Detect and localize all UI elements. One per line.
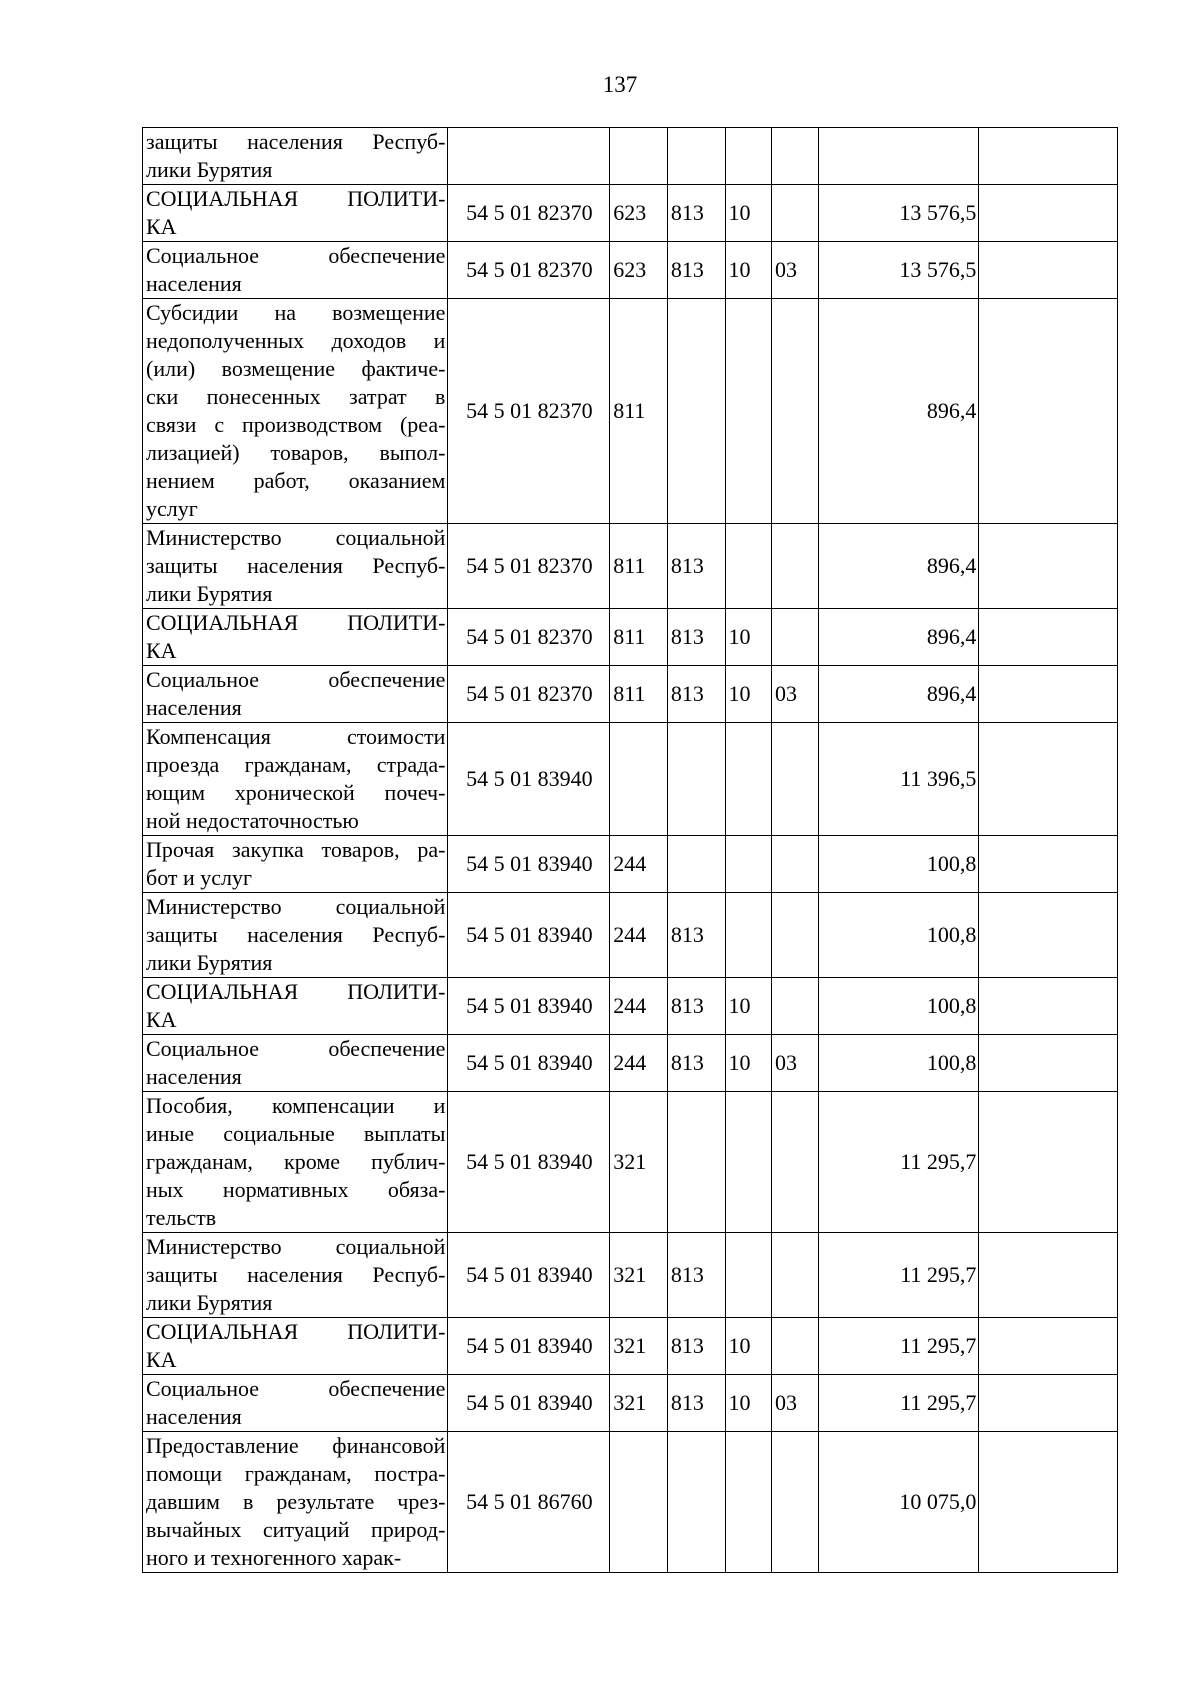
row-name-line: населения: [146, 695, 242, 720]
row-name-cell: [143, 1233, 448, 1318]
section-cell: 10: [725, 1318, 772, 1375]
amount-cell: 100,8: [818, 893, 979, 978]
table-row: [143, 893, 1118, 978]
admin-code-cell: 813: [667, 893, 725, 978]
admin-code-cell: 813: [667, 978, 725, 1035]
admin-code-cell: 813: [667, 1233, 725, 1318]
expense-type-cell: [610, 128, 668, 185]
target-code-cell: 54 5 01 83940: [448, 836, 610, 893]
section-cell: [725, 128, 772, 185]
subsection-cell: 03: [772, 666, 819, 723]
row-name-line: Субсидии на возмещение: [146, 300, 446, 325]
expense-type-cell: 811: [610, 609, 668, 666]
amount-cell: 100,8: [818, 836, 979, 893]
section-cell: [725, 1432, 772, 1573]
row-name-line: Социальное обеспечение: [146, 667, 446, 692]
target-code-cell: 54 5 01 82370: [448, 299, 610, 524]
row-name-cell: [143, 1035, 448, 1092]
table-row: [143, 1092, 1118, 1233]
section-cell: [725, 524, 772, 609]
extra-cell: [979, 299, 1118, 524]
extra-cell: [979, 1375, 1118, 1432]
table-row: [143, 1233, 1118, 1318]
row-name-line: СОЦИАЛЬНАЯ ПОЛИТИ-: [146, 1319, 446, 1344]
table-row: [143, 723, 1118, 836]
admin-code-cell: 813: [667, 1375, 725, 1432]
target-code-cell: 54 5 01 83940: [448, 978, 610, 1035]
table-row: [143, 242, 1118, 299]
expense-type-cell: 321: [610, 1233, 668, 1318]
row-name-cell: [143, 1432, 448, 1573]
section-cell: 10: [725, 666, 772, 723]
expense-type-cell: [610, 1432, 668, 1573]
extra-cell: [979, 723, 1118, 836]
row-name-line: населения: [146, 271, 242, 296]
row-name-cell: [143, 836, 448, 893]
row-name-line: ски понесенных затрат в: [146, 384, 446, 409]
section-cell: [725, 299, 772, 524]
row-name-line: Предоставление финансовой: [146, 1433, 446, 1458]
extra-cell: [979, 666, 1118, 723]
row-name-line: населения: [146, 1064, 242, 1089]
amount-cell: [818, 128, 979, 185]
expense-type-cell: 321: [610, 1375, 668, 1432]
admin-code-cell: 813: [667, 666, 725, 723]
extra-cell: [979, 1035, 1118, 1092]
row-name-line: КА: [146, 1007, 177, 1032]
expense-type-cell: 244: [610, 1035, 668, 1092]
budget-table: [142, 127, 1118, 1573]
amount-cell: 11 295,7: [818, 1233, 979, 1318]
row-name-cell: [143, 185, 448, 242]
extra-cell: [979, 978, 1118, 1035]
amount-cell: 100,8: [818, 1035, 979, 1092]
expense-type-cell: 623: [610, 185, 668, 242]
extra-cell: [979, 128, 1118, 185]
subsection-cell: [772, 1233, 819, 1318]
admin-code-cell: 813: [667, 609, 725, 666]
row-name-line: иные социальные выплаты: [146, 1121, 446, 1146]
row-name-line: защиты населения Респуб-: [146, 129, 446, 154]
extra-cell: [979, 836, 1118, 893]
row-name-line: Пособия, компенсации и: [146, 1093, 446, 1118]
target-code-cell: 54 5 01 83940: [448, 893, 610, 978]
target-code-cell: 54 5 01 82370: [448, 185, 610, 242]
extra-cell: [979, 1092, 1118, 1233]
target-code-cell: 54 5 01 82370: [448, 666, 610, 723]
row-name-cell: [143, 723, 448, 836]
admin-code-cell: [667, 128, 725, 185]
row-name-line: защиты населения Респуб-: [146, 922, 446, 947]
target-code-cell: 54 5 01 83940: [448, 1318, 610, 1375]
admin-code-cell: [667, 723, 725, 836]
expense-type-cell: 623: [610, 242, 668, 299]
row-name-cell: [143, 299, 448, 524]
row-name-cell: [143, 1318, 448, 1375]
table-row: [143, 609, 1118, 666]
subsection-cell: [772, 128, 819, 185]
expense-type-cell: [610, 723, 668, 836]
target-code-cell: 54 5 01 82370: [448, 242, 610, 299]
section-cell: 10: [725, 978, 772, 1035]
row-name-line: бот и услуг: [146, 865, 253, 890]
table-row: [143, 524, 1118, 609]
section-cell: [725, 893, 772, 978]
table-row: [143, 1318, 1118, 1375]
table-body: [143, 128, 1118, 1573]
row-name-cell: [143, 893, 448, 978]
row-name-line: (или) возмещение фактиче-: [146, 356, 446, 381]
row-name-line: Прочая закупка товаров, ра-: [146, 837, 446, 862]
row-name-line: давшим в результате чрез-: [146, 1489, 446, 1514]
section-cell: [725, 836, 772, 893]
expense-type-cell: 321: [610, 1318, 668, 1375]
extra-cell: [979, 609, 1118, 666]
row-name-line: услуг: [146, 496, 198, 521]
admin-code-cell: [667, 1092, 725, 1233]
target-code-cell: 54 5 01 83940: [448, 1092, 610, 1233]
table-row: [143, 1375, 1118, 1432]
table-row: [143, 666, 1118, 723]
subsection-cell: [772, 893, 819, 978]
target-code-cell: 54 5 01 82370: [448, 524, 610, 609]
expense-type-cell: 811: [610, 666, 668, 723]
row-name-line: населения: [146, 1404, 242, 1429]
row-name-line: лики Бурятия: [146, 581, 273, 606]
row-name-cell: [143, 609, 448, 666]
row-name-line: недополученных доходов и: [146, 328, 446, 353]
subsection-cell: [772, 1092, 819, 1233]
table-row: [143, 836, 1118, 893]
row-name-line: КА: [146, 214, 177, 239]
row-name-cell: [143, 1375, 448, 1432]
amount-cell: 13 576,5: [818, 185, 979, 242]
row-name-line: ных нормативных обяза-: [146, 1177, 446, 1202]
row-name-line: Министерство социальной: [146, 525, 446, 550]
row-name-line: гражданам, кроме публич-: [146, 1149, 446, 1174]
row-name-line: лики Бурятия: [146, 157, 273, 182]
extra-cell: [979, 893, 1118, 978]
section-cell: 10: [725, 1375, 772, 1432]
admin-code-cell: [667, 299, 725, 524]
row-name-line: связи с производством (реа-: [146, 412, 446, 437]
expense-type-cell: 244: [610, 836, 668, 893]
row-name-line: Компенсация стоимости: [146, 724, 446, 749]
subsection-cell: [772, 1318, 819, 1375]
row-name-line: Министерство социальной: [146, 894, 446, 919]
extra-cell: [979, 1318, 1118, 1375]
row-name-cell: [143, 524, 448, 609]
subsection-cell: [772, 1432, 819, 1573]
admin-code-cell: [667, 836, 725, 893]
extra-cell: [979, 185, 1118, 242]
subsection-cell: 03: [772, 242, 819, 299]
table-row: [143, 299, 1118, 524]
extra-cell: [979, 242, 1118, 299]
amount-cell: 11 295,7: [818, 1092, 979, 1233]
row-name-cell: [143, 128, 448, 185]
row-name-cell: [143, 1092, 448, 1233]
row-name-line: защиты населения Респуб-: [146, 553, 446, 578]
target-code-cell: 54 5 01 83940: [448, 1375, 610, 1432]
row-name-line: вычайных ситуаций природ-: [146, 1517, 446, 1542]
target-code-cell: 54 5 01 82370: [448, 609, 610, 666]
subsection-cell: [772, 609, 819, 666]
expense-type-cell: 811: [610, 524, 668, 609]
subsection-cell: [772, 723, 819, 836]
row-name-cell: [143, 666, 448, 723]
row-name-line: СОЦИАЛЬНАЯ ПОЛИТИ-: [146, 186, 446, 211]
row-name-line: лики Бурятия: [146, 950, 273, 975]
amount-cell: 11 295,7: [818, 1375, 979, 1432]
extra-cell: [979, 524, 1118, 609]
subsection-cell: 03: [772, 1035, 819, 1092]
admin-code-cell: [667, 1432, 725, 1573]
subsection-cell: [772, 185, 819, 242]
row-name-cell: [143, 242, 448, 299]
page-number: 137: [602, 72, 638, 97]
target-code-cell: 54 5 01 83940: [448, 723, 610, 836]
target-code-cell: 54 5 01 83940: [448, 1035, 610, 1092]
table-row: [143, 128, 1118, 185]
row-name-line: ного и техногенного харак-: [146, 1545, 402, 1570]
target-code-cell: 54 5 01 86760: [448, 1432, 610, 1573]
expense-type-cell: 811: [610, 299, 668, 524]
row-name-line: Социальное обеспечение: [146, 243, 446, 268]
subsection-cell: 03: [772, 1375, 819, 1432]
admin-code-cell: 813: [667, 185, 725, 242]
section-cell: 10: [725, 609, 772, 666]
admin-code-cell: 813: [667, 524, 725, 609]
row-name-line: Социальное обеспечение: [146, 1376, 446, 1401]
subsection-cell: [772, 524, 819, 609]
amount-cell: 11 396,5: [818, 723, 979, 836]
expense-type-cell: 244: [610, 978, 668, 1035]
target-code-cell: 54 5 01 83940: [448, 1233, 610, 1318]
table-row: [143, 978, 1118, 1035]
admin-code-cell: 813: [667, 1035, 725, 1092]
amount-cell: 100,8: [818, 978, 979, 1035]
table-row: [143, 1035, 1118, 1092]
admin-code-cell: 813: [667, 1318, 725, 1375]
table-row: [143, 185, 1118, 242]
row-name-line: лики Бурятия: [146, 1290, 273, 1315]
section-cell: [725, 1092, 772, 1233]
extra-cell: [979, 1432, 1118, 1573]
amount-cell: 896,4: [818, 524, 979, 609]
row-name-line: помощи гражданам, постра-: [146, 1461, 446, 1486]
section-cell: 10: [725, 1035, 772, 1092]
section-cell: [725, 1233, 772, 1318]
amount-cell: 11 295,7: [818, 1318, 979, 1375]
amount-cell: 10 075,0: [818, 1432, 979, 1573]
subsection-cell: [772, 978, 819, 1035]
row-name-line: ющим хронической почеч-: [146, 780, 446, 805]
amount-cell: 13 576,5: [818, 242, 979, 299]
row-name-line: Социальное обеспечение: [146, 1036, 446, 1061]
row-name-line: лизацией) товаров, выпол-: [146, 440, 446, 465]
target-code-cell: [448, 128, 610, 185]
admin-code-cell: 813: [667, 242, 725, 299]
row-name-line: проезда гражданам, страда-: [146, 752, 446, 777]
row-name-line: тельств: [146, 1205, 217, 1230]
amount-cell: 896,4: [818, 609, 979, 666]
table-row: [143, 1432, 1118, 1573]
section-cell: [725, 723, 772, 836]
amount-cell: 896,4: [818, 299, 979, 524]
section-cell: 10: [725, 185, 772, 242]
section-cell: 10: [725, 242, 772, 299]
row-name-line: КА: [146, 638, 177, 663]
row-name-cell: [143, 978, 448, 1035]
amount-cell: 896,4: [818, 666, 979, 723]
expense-type-cell: 244: [610, 893, 668, 978]
row-name-line: нением работ, оказанием: [146, 468, 446, 493]
expense-type-cell: 321: [610, 1092, 668, 1233]
row-name-line: СОЦИАЛЬНАЯ ПОЛИТИ-: [146, 979, 446, 1004]
row-name-line: защиты населения Респуб-: [146, 1262, 446, 1287]
subsection-cell: [772, 299, 819, 524]
extra-cell: [979, 1233, 1118, 1318]
row-name-line: КА: [146, 1347, 177, 1372]
row-name-line: ной недостаточностью: [146, 808, 359, 833]
subsection-cell: [772, 836, 819, 893]
row-name-line: СОЦИАЛЬНАЯ ПОЛИТИ-: [146, 610, 446, 635]
row-name-line: Министерство социальной: [146, 1234, 446, 1259]
